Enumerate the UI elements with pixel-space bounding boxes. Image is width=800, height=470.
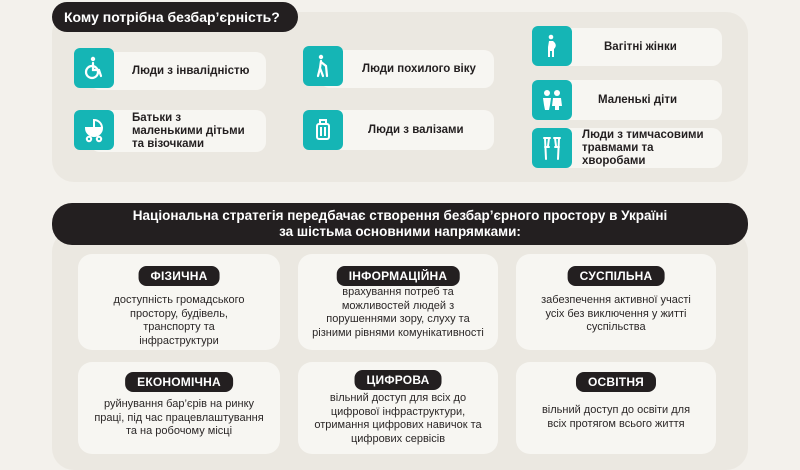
who-needs-title-text: Кому потрібна безбар’єрність? [64,9,280,25]
who-needs-title [52,2,298,32]
direction-text: вільний доступ до освіти для всіх протягом всього життя [541,404,691,430]
direction-card-social [516,254,716,350]
suitcase-icon [303,110,343,150]
direction-card-economic [78,362,280,454]
stroller-icon [74,110,114,150]
direction-name: ЦИФРОВА [355,370,442,390]
direction-card-digital [298,362,498,454]
who-label: Батьки з маленькими дітьми та візочками [132,111,245,150]
who-label: Люди з тимчасовими травмами та хворобами [582,128,704,167]
strategy-title-line1: Національна стратегія передбачає створення безбар’єрного простору в Україні [132,208,668,223]
direction-text: доступність громадського простору, будівель, транспорту та інфраструктури [113,294,245,347]
who-card-parents [90,110,266,152]
elderly-person-icon [303,46,343,86]
who-label: Люди з інвалідністю [132,64,250,77]
direction-name: СУСПІЛЬНА [568,266,665,286]
who-label: Вагітні жінки [604,40,677,53]
direction-name: ОСВІТНЯ [576,372,656,392]
who-label: Люди похилого віку [362,62,476,75]
who-card-pregnant [548,28,722,66]
direction-text: врахування потреб та можливостей людей з порушеннями зору, слуху та різними рівнями комунікативності [312,286,484,339]
direction-text: забезпечення активної участі усіх без виключення у житті суспільства [541,294,691,333]
wheelchair-icon [74,48,114,88]
crutches-icon [532,128,572,168]
who-card-injuries [548,128,722,168]
who-card-elderly [320,50,494,88]
direction-text: руйнування бар’єрів на ринку праці, під час працевлаштування та на робочому місці [94,398,264,437]
who-label: Люди з валізами [368,123,464,136]
direction-card-informational [298,254,498,350]
direction-name: ЕКОНОМІЧНА [125,372,233,392]
strategy-title [52,203,748,245]
who-card-suitcase [320,110,494,150]
strategy-title-line2: за шістьма основними напрямками: [279,224,521,239]
direction-name: ІНФОРМАЦІЙНА [337,266,460,286]
who-card-disability [90,52,266,90]
who-label: Маленькі діти [598,93,678,106]
direction-name: ФІЗИЧНА [139,266,220,286]
direction-card-educational [516,362,716,454]
who-card-children [548,80,722,120]
direction-card-physical [78,254,280,350]
children-icon [532,80,572,120]
pregnant-woman-icon [532,26,572,66]
direction-text: вільний доступ для всіх до цифрової інфраструктури, отримання цифрових навичок та цифрових сервісів [314,392,482,445]
